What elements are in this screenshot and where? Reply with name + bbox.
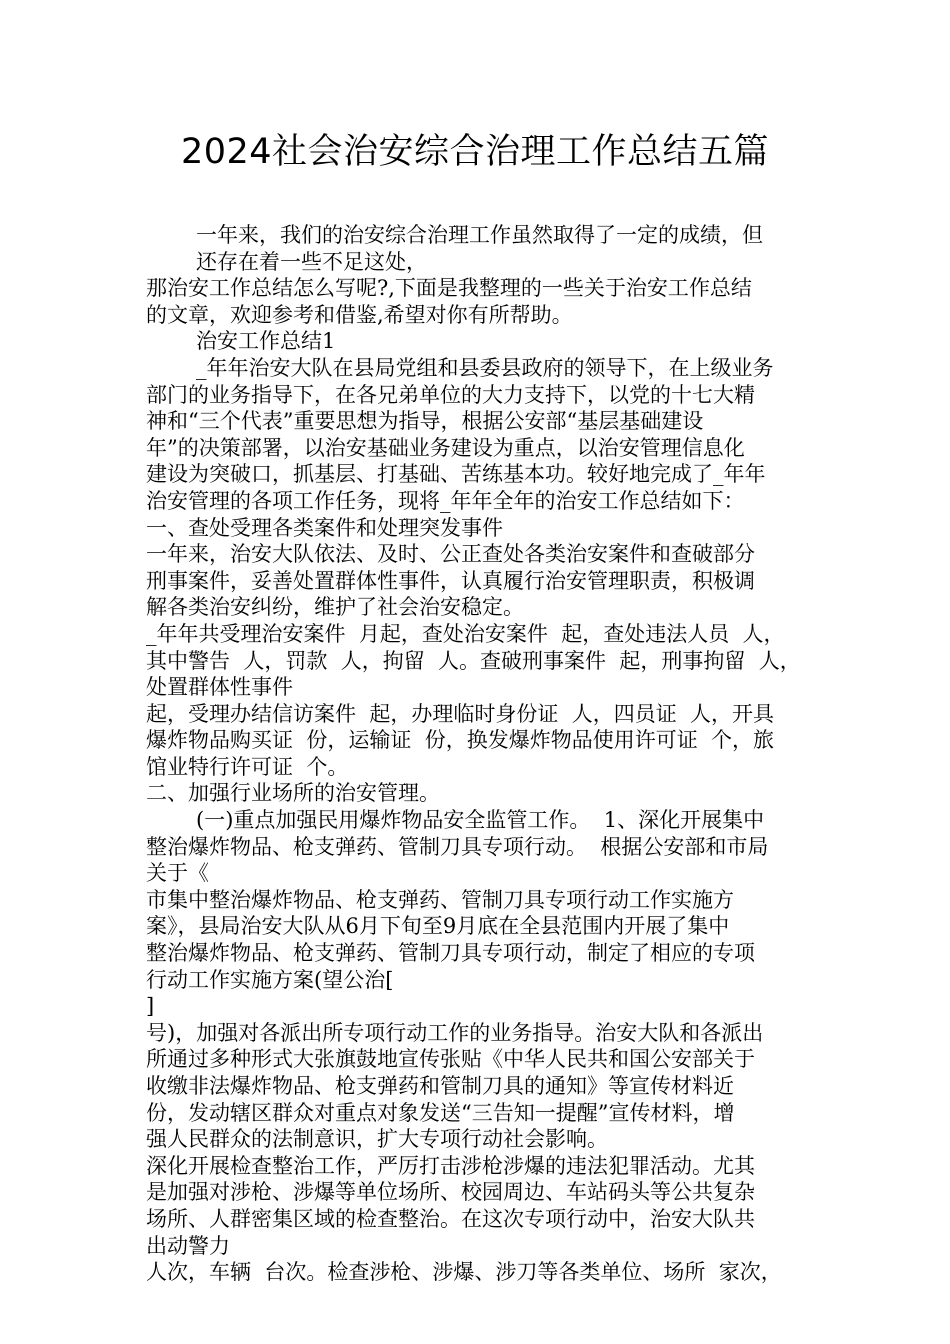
body-line: 关于《 bbox=[146, 861, 209, 886]
document-title: 2024社会治安综合治理工作总结五篇 bbox=[180, 132, 770, 172]
body-line: _年年共受理治安案件 月起，查处治安案件 起，查处违法人员 人， bbox=[146, 621, 785, 646]
body-line: 出动警力 bbox=[146, 1233, 230, 1258]
body-line: _年年治安大队在县局党组和县委县政府的领导下，在上级业务 bbox=[196, 355, 774, 380]
document-body bbox=[146, 222, 816, 1286]
body-line: 人次，车辆 台次。检查涉枪、涉爆、涉刀等各类单位、场所 家次， bbox=[146, 1260, 782, 1285]
body-line: 一、查处受理各类案件和处理突发事件 bbox=[146, 515, 503, 540]
body-line: 治安工作总结1 bbox=[196, 329, 336, 354]
body-line: 收缴非法爆炸物品、枪支弹药和管制刀具的通知》等宣传材料近 bbox=[146, 1074, 734, 1098]
body-line: 整治爆炸物品、枪支弹药、管制刀具专项行动，制定了相应的专项 bbox=[146, 941, 755, 966]
body-line: 建设为突破口，抓基层、打基础、苦练基本功。较好地完成了_年年 bbox=[146, 462, 766, 487]
body-line: 治安管理的各项工作任务，现将_年年全年的治安工作总结如下： bbox=[146, 488, 745, 513]
body-line: 爆炸物品购买证 份，运输证 份，换发爆炸物品使用许可证 个，旅 bbox=[146, 728, 775, 753]
body-line: 刑事案件，妥善处置群体性事件，认真履行治安管理职责，积极调 bbox=[146, 568, 755, 593]
body-line: 其中警告 人，罚款 人，拘留 人。查破刑事案件 起，刑事拘留 人， bbox=[146, 648, 801, 673]
body-line: 馆业特行许可证 个。 bbox=[146, 754, 349, 779]
body-line: 处置群体性事件 bbox=[146, 675, 293, 700]
body-line: 还存在着一些不足这处， bbox=[196, 249, 427, 274]
body-line: 整治爆炸物品、枪支弹药、管制刀具专项行动。 根据公安部和市局 bbox=[146, 834, 769, 859]
body-line: 解各类治安纠纷，维护了社会治安稳定。 bbox=[146, 595, 524, 620]
body-line: 份，发动辖区群众对重点对象发送“三告知一提醒”宣传材料，增 bbox=[146, 1100, 735, 1125]
body-line: 部门的业务指导下，在各兄弟单位的大力支持下，以党的十七大精 bbox=[146, 382, 755, 407]
body-line: 年”的决策部署，以治安基础业务建设为重点，以治安管理信息化 bbox=[146, 435, 745, 460]
body-line: 市集中整治爆炸物品、枪支弹药、管制刀具专项行动工作实施方 bbox=[146, 887, 734, 912]
body-line: 是加强对涉枪、涉爆等单位场所、校园周边、车站码头等公共复杂 bbox=[146, 1180, 755, 1205]
body-line: 所通过多种形式大张旗鼓地宣传张贴《中华人民共和国公安部关于 bbox=[146, 1047, 755, 1072]
body-line: 行动工作实施方案(望公治[ bbox=[146, 967, 394, 992]
body-line: 案》，县局治安大队从6月下旬至9月底在全县范围内开展了集中 bbox=[146, 914, 730, 939]
body-line: 号)，加强对各派出所专项行动工作的业务指导。治安大队和各派出 bbox=[146, 1020, 764, 1045]
body-line: 那治安工作总结怎么写呢?,下面是我整理的一些关于治安工作总结 bbox=[146, 276, 752, 301]
body-line: 强人民群众的法制意识，扩大专项行动社会影响。 bbox=[146, 1127, 608, 1152]
body-line: 二、加强行业场所的治安管理。 bbox=[146, 781, 440, 806]
body-line: 起，受理办结信访案件 起，办理临时身份证 人，四员证 人，开具 bbox=[146, 701, 775, 726]
body-line: 一年来，我们的治安综合治理工作虽然取得了一定的成绩，但 bbox=[196, 223, 763, 247]
body-line: 一年来，治安大队依法、及时、公正查处各类治安案件和查破部分 bbox=[146, 542, 755, 567]
body-line: 神和“三个代表”重要思想为指导，根据公安部“基层基础建设 bbox=[146, 409, 704, 434]
body-line: 深化开展检查整治工作，严厉打击涉枪涉爆的违法犯罪活动。尤其 bbox=[146, 1153, 755, 1178]
body-line: 的文章，欢迎参考和借鉴,希望对你有所帮助。 bbox=[146, 302, 573, 327]
body-line: 场所、人群密集区域的检查整治。在这次专项行动中，治安大队共 bbox=[146, 1206, 755, 1231]
body-line: ] bbox=[146, 994, 155, 1019]
body-line: (一)重点加强民用爆炸物品安全监管工作。 1、深化开展集中 bbox=[196, 808, 765, 833]
